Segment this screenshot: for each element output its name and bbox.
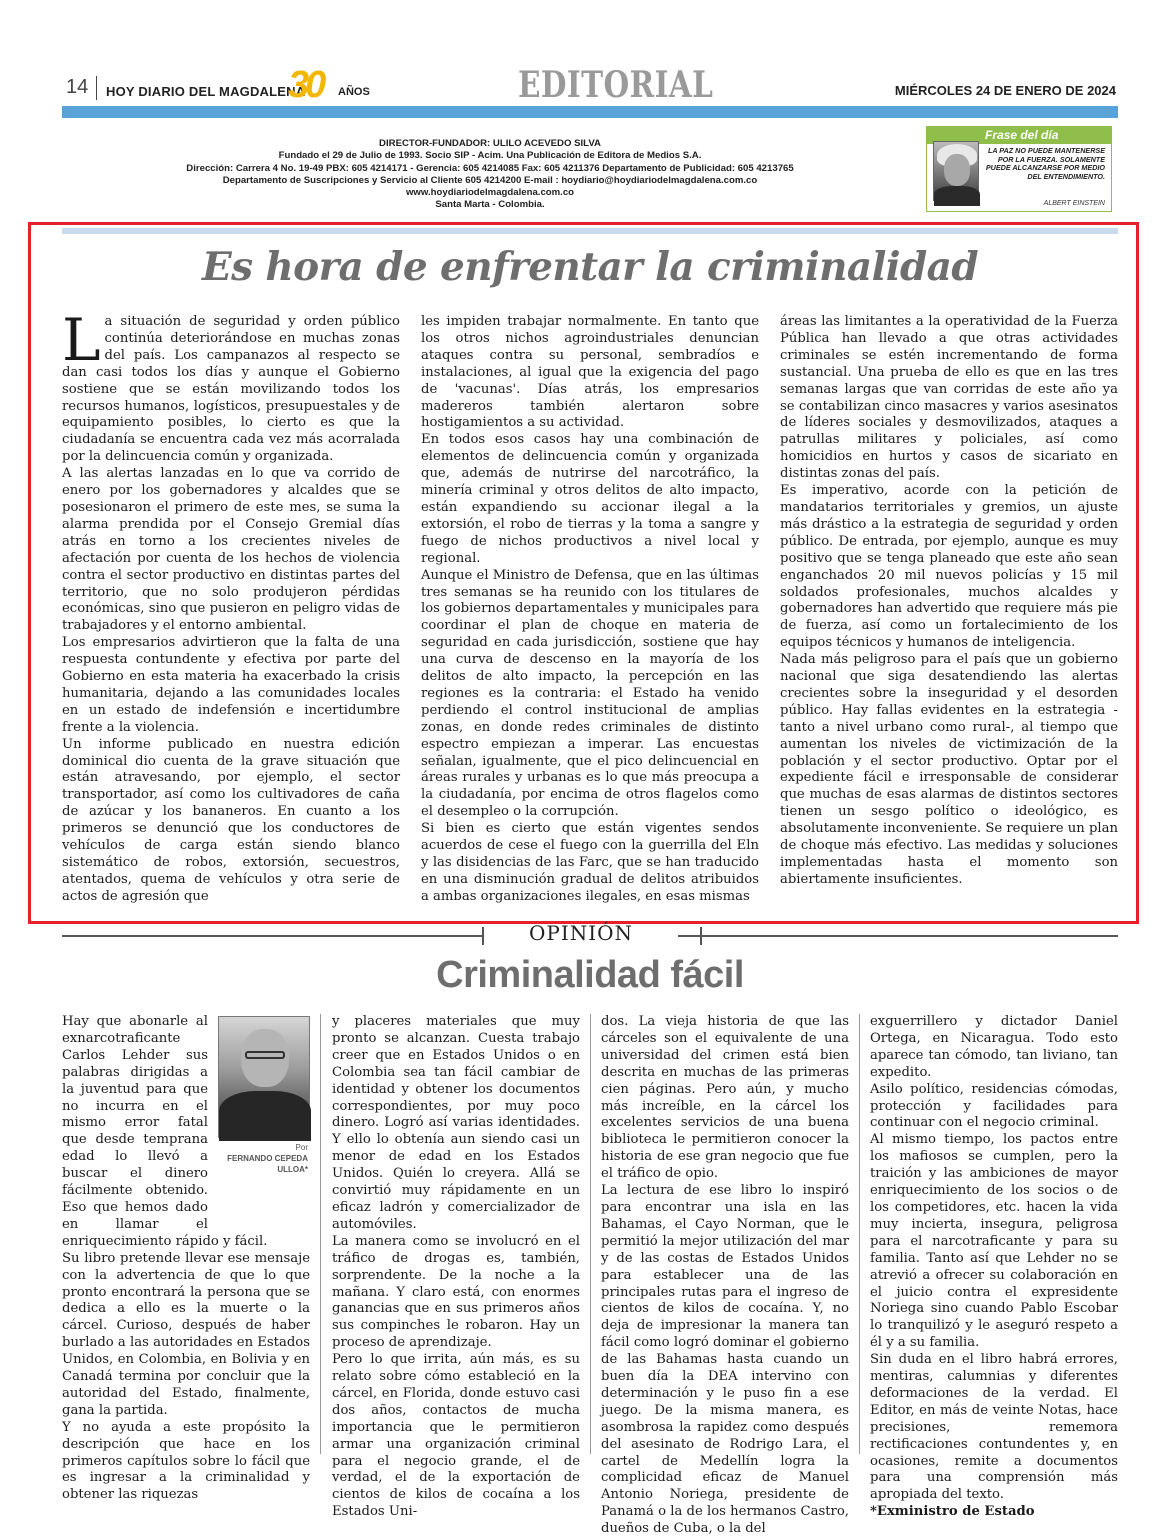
anniversary-number: 30 <box>288 64 323 106</box>
editorial-paragraph: áreas las limitantes a la operatividad de la Fuerza Pública han llevado a que otras actividades criminales se estén incrementando de forma sustancial. Una prueba de ello es que en las tres semanas largas que van corridas de este año ya se contabilizan cinco masacres y varios asesinatos de líderes sociales y desmovilizados, ataques a patrullas militares y policiales, así como homicidios en hurtos y casos de sicariato en distintas zonas del país. <box>780 314 1118 482</box>
opinion-column-2 <box>332 1014 580 1520</box>
anniversary-label: AÑOS <box>338 86 370 98</box>
opinion-paragraph: y placeres materiales que muy pronto se alcanzan. Cuesta trabajo creer que en Estados Unidos o en Colombia sea tan fácil cambiar de identidad y obtener los documentos correspondientes, por muy poco dinero. Logró así varias identidades. Y ello lo obtenía aun siendo casi un menor de edad en los Estados Unidos. Quién lo creyera. Allá se convirtió muy rápidamente en un eficaz ladrón y comercializador de automóviles. <box>332 1014 580 1232</box>
masthead-info <box>100 138 880 212</box>
editorial-column-1 <box>62 306 400 914</box>
author-byline <box>218 1142 308 1175</box>
editorial-paragraph: Un informe publicado en nuestra edición dominical dio cuenta de la grave situación que están atravesando, por ejemplo, el sector transportador, así como los cultivadores de caña de azúcar y los bananeros. En cuanto a los primeros se denunció que los conductores de vehículos de carga están siendo blanco sistemático de robos, extorsión, secuestros, atentados, quema de vehículos y otra serie de actos de agresión que <box>62 736 400 904</box>
opinion-section-label: OPINIÓN <box>528 921 634 945</box>
editorial-column-2 <box>421 314 759 914</box>
masthead-director: DIRECTOR-FUNDADOR: ULILO ACEVEDO SILVA <box>379 138 601 149</box>
page-number-divider <box>96 76 97 100</box>
masthead-subscriptions: Departamento de Suscripciones y Servicio al Cliente 605 4214200 E-mail : hoydiario@hoydiariodelmagdalena.com.co <box>222 174 758 186</box>
opinion-column-4 <box>870 1014 1118 1520</box>
editorial-paragraph: les impiden trabajar normalmente. En tanto que los otros nichos agroindustriales denuncian ataques contra su personal, sembradíos e instalaciones, al igual que la exigencia del pago de 'vacunas'. Días atrás, los empresarios madereros también alertaron sobre hostigamientos a su actividad. <box>421 314 759 431</box>
editorial-paragraph: Aunque el Ministro de Defensa, que en las últimas tres semanas se ha reunido con los titulares de los gobiernos departamentales y municipales para coordinar el plan de choque en materia de seguridad en cada jurisdicción, sostiene que hay una curva de descenso en la mayoría de los delitos de alto impacto, la percepción en las regiones es la contraria: el Estado ha venido perdiendo el control institucional de amplias zonas, en donde redes criminales de distinto espectro empiezan a imperar. Las encuestas señalan, igualmente, que el pico delincuencial en áreas rurales y urbanas es lo que más preocupa a la ciudadanía, por encima de otros flagelos como el desempleo o la corrupción. <box>421 567 759 820</box>
opinion-paragraph: Hay que abonarle al exnarcotraficante Carlos Lehder sus palabras dirigidas a la juventud para que no incurra en el mismo error fatal que desde temprana edad lo llevó a buscar el dinero fácilmente obtenido. Eso que hemos dado en llamar el enriquecimiento rápido y fácil. <box>62 1014 268 1249</box>
opinion-paragraph: Al mismo tiempo, los pactos entre los mafiosos se cumplen, pero la traición y las ambiciones de mayor enriquecimiento de los socios o de los competidores, etc. hacen la vida muy incierta, insegura, peligrosa para el narcotraficante y para su familia. Tanto así que Lehder no se atrevió a ofrecer su colaboración en el juicio contra el expresidente Noriega sino cuando Pablo Escobar lo tranquilizó y le aseguró respeto a él y a su familia. <box>870 1132 1118 1351</box>
editorial-paragraph: Es imperativo, acorde con la petición de mandatarios territoriales y gremios, un ajuste más drástico a la estrategia de seguridad y orden público. De entrada, por ejemplo, aunque es muy positivo que se tenga planeado que este año sean enganchados 20 mil nuevos policías y 15 mil soldados profesionales, muchos alcaldes y gobernadores han advertido que requiere más pie de fuerza, así como un fortalecimiento de los equipos técnicos y humanos de inteligencia. <box>780 483 1118 651</box>
masthead-city: Santa Marta - Colombia. <box>435 199 545 211</box>
header-color-bar <box>62 106 1118 118</box>
editorial-paragraph: A las alertas lanzadas en lo que va corrido de enero por los gobernadores y alcaldes que se posesionaron el primero de este mes, se suma la alarma prendida por el Consejo Gremial días atrás en torno a los crecientes niveles de afectación por cuenta de los hechos de violencia contra el sector productivo en distintas partes del territorio, que no solo produjeron pérdidas económicas, sino que pusieron en peligro vidas de trabajadores y el entorno ambiental. <box>62 466 400 634</box>
masthead-founded: Fundado el 29 de Julio de 1993. Socio SIP - Acim. Una Publicación de Editora de Medios S.A. <box>278 150 702 162</box>
author-photo <box>218 1016 310 1138</box>
editorial-paragraph: Si bien es cierto que están vigentes sendos acuerdos de cese el fuego con la guerrilla del Eln y las disidencias de las Farc, que se han traducido en una disminución gradual de delitos atribuidos a ambas organizaciones ilegales, en esas mismas <box>421 821 759 904</box>
column-divider <box>859 1014 860 1454</box>
column-divider <box>590 1014 591 1454</box>
page-number: 14 <box>66 76 89 98</box>
newspaper-name: HOY DIARIO DEL MAGDALENA <box>106 84 306 99</box>
masthead-website: www.hoydiariodelmagdalena.com.co <box>405 187 575 199</box>
quote-of-the-day <box>926 126 1112 212</box>
author-box <box>214 1014 310 1216</box>
quote-author-photo <box>933 141 979 201</box>
opinion-paragraph: dos. La vieja historia de que las cárceles son el equivalente de una universidad del crimen está bien descrita en muchas de las primeras cien páginas. Pero aún, y mucho más increíble, en la cárcel los excelentes servicios de una buena biblioteca le permitieron conocer la historia de ese gran negocio que fue el tráfico de opio. <box>601 1014 849 1182</box>
opinion-paragraph: Asilo político, residencias cómodas, protección y facilidades para continuar con el negocio criminal. <box>870 1081 1118 1131</box>
author-footnote: *Exministro de Estado <box>870 1504 1035 1520</box>
column-divider <box>320 1014 321 1454</box>
opinion-headline: Criminalidad fácil <box>436 954 744 996</box>
editorial-headline: Es hora de enfrentar la criminalidad <box>201 244 979 290</box>
quote-text: LA PAZ NO PUEDE MANTENERSE POR LA FUERZA. SOLAMENTE PUEDE ALCANZARSE POR MEDIO DEL ENTENDIMIENTO. <box>985 146 1105 181</box>
author-name: FERNANDO CEPEDA ULLOA* <box>227 1154 308 1174</box>
quote-title: Frase del día <box>927 127 1111 144</box>
issue-date: MIÉRCOLES 24 DE ENERO DE 2024 <box>894 83 1116 98</box>
author-by-label: Por <box>295 1143 308 1152</box>
editorial-paragraph: Los empresarios advirtieron que la falta de una respuesta contundente y efectiva por parte del Gobierno en esta materia ha exacerbado la crisis humanitaria, dejando a las comunidades locales en un estado de indefensión e incertidumbre frente a la violencia. <box>62 635 400 735</box>
opinion-paragraph: La manera como se involucró en el tráfico de drogas es, también, sorprendente. De la noche a la mañana. Y claro está, con enormes ganancias que en sus primeros años sus compinches le robaron. Hay un proceso de aprendizaje. <box>332 1233 580 1351</box>
opinion-paragraph: Y no ayuda a este propósito la descripción que hace en los primeros capítulos sobre lo fácil que es ingresar a la criminalidad y obtener las riquezas <box>62 1419 310 1503</box>
opinion-paragraph: exguerrillero y dictador Daniel Ortega, en Nicaragua. Todo esto aparece tan cómodo, tan liviano, tan expedito. <box>870 1014 1118 1080</box>
drop-cap: L <box>62 306 101 374</box>
masthead-address: Dirección: Carrera 4 No. 19-49 PBX: 605 4214171 - Gerencia: 605 4214085 Fax: 605 4211376 Departamento de Publicidad: 605 4213765 <box>186 162 794 174</box>
opinion-paragraph: Sin duda en el libro habrá errores, mentiras, calumnias y diferentes deformaciones de la verdad. El Editor, en más de veinte Notas, hace precisiones, rememora rectificaciones contundentes y, en ocasiones, remite a documentos para una comprensión más apropiada del texto. <box>870 1352 1118 1503</box>
opinion-paragraph: Su libro pretende llevar ese mensaje con la advertencia de que lo que pronto encontrará la persona que se dedica a ello es la muerte o la cárcel. Curioso, después de haber burlado a las autoridades en Estados Unidos, en Colombia, en Bolivia y en Canadá termina por concluir que la autoridad del Estado, finalmente, gana la partida. <box>62 1250 310 1418</box>
editorial-top-bar <box>62 228 1118 234</box>
opinion-column-3 <box>601 1014 849 1537</box>
quote-author: ALBERT EINSTEIN <box>1043 200 1105 207</box>
editorial-paragraph: La situación de seguridad y orden público continúa deteriorándose en muchas zonas del país. Los campanazos al respecto se dan casi todos los días y aunque el Gobierno sostiene que se están movilizando todos los recursos humanos, logísticos, presupuestales y de equipamiento posibles, lo cierto es que la ciudadanía se encuentra cada vez más acorralada por la delincuencia común y organizada. <box>62 306 400 465</box>
editorial-paragraph: En todos esos casos hay una combinación de elementos de delincuencia común y organizada que, además de nutrirse del narcotráfico, la minería criminal y otros delitos de alto impacto, están expandiendo su accionar ilegal a la extorsión, el robo de tierras y la toma a sangre y fuego de nichos productivos a nivel local y regional. <box>421 432 759 566</box>
anniversary-logo <box>288 64 374 106</box>
opinion-paragraph: Pero lo que irrita, aún más, es su relato sobre cómo estableció en la cárcel, en Florida, donde estuvo casi dos años, contactos de mucha importancia que le permitieron armar una organización criminal para el negocio grande, el de verdad, el de la exportación de cientos de kilos de cocaína a los Estados Uni- <box>332 1352 580 1520</box>
editorial-paragraph: Nada más peligroso para el país que un gobierno nacional que siga desatendiendo las alertas crecientes sobre la inseguridad y el desorden público. Hay fallas evidentes en la estrategia -tanto a nivel urbano como rural-, al tiempo que aumentan los niveles de victimización de la población y el sector productivo. Optar por el expediente fácil e irresponsable de considerar que muchas de esas alarmas de distintos sectores tienen un sesgo político o ideológico, es absolutamente inconveniente. Se requiere un plan de choque más efectivo. Las medidas y soluciones implementadas hasta el momento son abiertamente insuficientes. <box>780 652 1118 887</box>
editorial-column-3 <box>780 314 1118 914</box>
section-title: EDITORIAL <box>518 64 714 106</box>
opinion-column-1 <box>62 1014 310 1503</box>
opinion-paragraph: La lectura de ese libro lo inspiró para encontrar una isla en las Bahamas, el Cayo Norman, que le permitió la mejor utilización del mar y de las costas de Estados Unidos para establecer una de las principales rutas para el ingreso de cientos de kilos de cocaína. Y, no deja de impresionar la manera tan fácil como logró dominar el gobierno de las Bahamas hasta cuando un buen día la DEA intervino con determinación y le puso fin a ese juego. De la misma manera, es asombrosa la rapidez como después del asesinato de Rodrigo Lara, el cartel de Medellín logra la complicidad eficaz de Manuel Antonio Noriega, presidente de Panamá o la de los hermanos Castro, dueños de Cuba, o la del <box>601 1183 849 1537</box>
